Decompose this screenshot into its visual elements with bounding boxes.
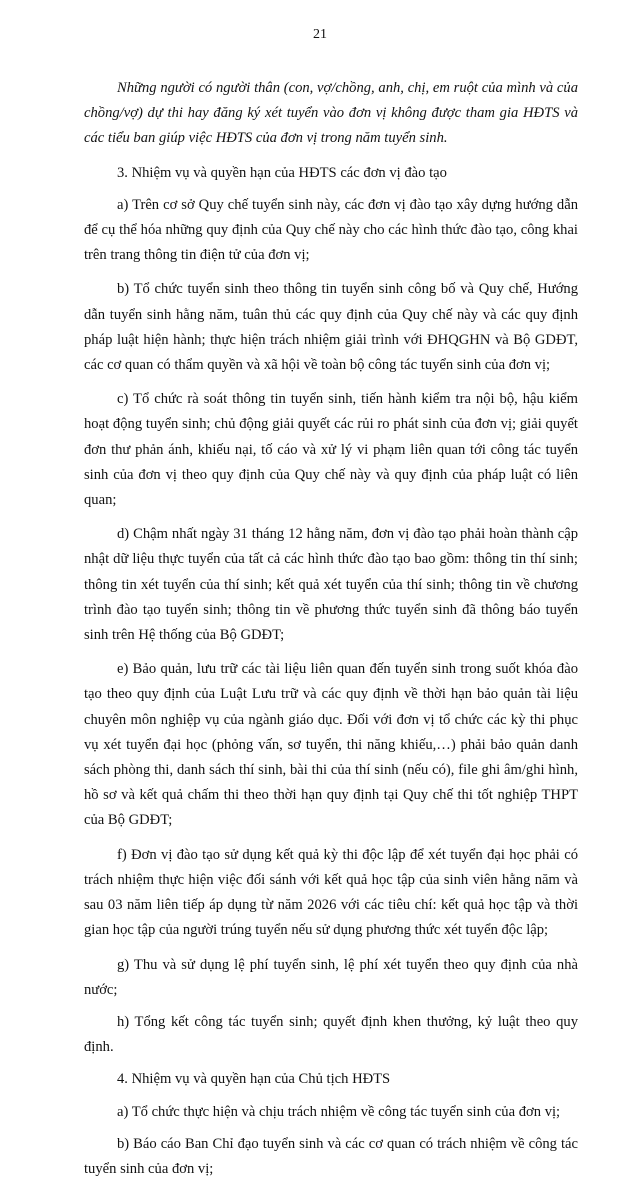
section-heading-4: 4. Nhiệm vụ và quyền hạn của Chủ tịch HĐTS <box>117 1071 391 1088</box>
list-item-3d: d) Chậm nhất ngày 31 tháng 12 hằng năm, đơn vị đào tạo phải hoàn thành cập nhật dữ liệu thực tuyển của tất cả các hình thức đào tạo bao gồm: thông tin thí sinh; thông tin xét tuyển của thí sinh; kết quả xét tuyển của thí sinh; thông tin về chương trình đào tạo tuyển sinh; thông tin về phương thức tuyển sinh đã thông báo tuyển sinh trên Hệ thống của Bộ GDĐT; <box>84 526 578 644</box>
list-item-3h: h) Tổng kết công tác tuyển sinh; quyết định khen thưởng, kỷ luật theo quy định. <box>84 1013 578 1056</box>
list-item-3g: g) Thu và sử dụng lệ phí tuyển sinh, lệ phí xét tuyển theo quy định của nhà nước; <box>84 956 578 998</box>
page-number: 21 <box>313 27 327 42</box>
list-item-3b: b) Tổ chức tuyển sinh theo thông tin tuyển sinh công bố và Quy chế, Hướng dẫn tuyển sinh hằng năm, tuân thủ các quy định của Quy chế này và các quy định pháp luật hiện hành; thực hiện trách nhiệm giải trình với ĐHQGHN và Bộ GDĐT, các cơ quan có thẩm quyền và xã hội về toàn bộ công tác tuyển sinh của đơn vị; <box>84 281 578 374</box>
list-item-4a: a) Tổ chức thực hiện và chịu trách nhiệm về công tác tuyển sinh của đơn vị; <box>117 1103 561 1120</box>
list-item-3c: c) Tổ chức rà soát thông tin tuyển sinh, tiến hành kiểm tra nội bộ, hậu kiểm hoạt động tuyển sinh; chủ động giải quyết các rủi ro phát sinh của đơn vị; giải quyết đơn thư phản ánh, khiếu nại, tố cáo và xử lý vi phạm liên quan tới công tác tuyển sinh của đơn vị theo quy định của Quy chế này và quy định của pháp luật có liên quan; <box>84 391 578 509</box>
list-item-4b: b) Báo cáo Ban Chỉ đạo tuyển sinh và các cơ quan có trách nhiệm về công tác tuyển sinh của đơn vị; <box>84 1135 578 1177</box>
document-body <box>84 76 578 1191</box>
list-item-3e: e) Bảo quản, lưu trữ các tài liệu liên quan đến tuyển sinh trong suốt khóa đào tạo theo quy định của Luật Lưu trữ và các quy định về thời hạn bảo quản tài liệu chuyên môn nghiệp vụ của ngành giáo dục. Đối với đơn vị tổ chức các kỳ thi phục vụ xét tuyển đại học (phỏng vấn, sơ tuyển, thi năng khiếu,…) phải bảo quản danh sách phòng thi, danh sách thí sinh, bài thi của thí sinh (nếu có), file ghi âm/ghi hình, hồ sơ và kết quả chấm thi theo thời hạn quy định tại Quy chế thi tốt nghiệp THPT của Bộ GDĐT; <box>84 661 578 829</box>
section-heading-3: 3. Nhiệm vụ và quyền hạn của HĐTS các đơn vị đào tạo <box>117 164 447 181</box>
paragraph-conflict-of-interest: Những người có người thân (con, vợ/chồng, anh, chị, em ruột của mình và của chồng/vợ) dự thi hay đăng ký xét tuyển vào đơn vị không được tham gia HĐTS và các tiểu ban giúp việc HĐTS của đơn vị trong năm tuyển sinh. <box>84 80 578 147</box>
list-item-3f: f) Đơn vị đào tạo sử dụng kết quả kỳ thi độc lập để xét tuyển đại học phải có trách nhiệm thực hiện việc đối sánh với kết quả học tập của sinh viên hằng năm và sau 03 năm liên tiếp áp dụng từ năm 2026 với các tiêu chí: kết quả học tập và thời gian học tập của người trúng tuyển nếu sử dụng phương thức xét tuyển độc lập; <box>84 846 578 939</box>
list-item-3a: a) Trên cơ sở Quy chế tuyển sinh này, các đơn vị đào tạo xây dựng hướng dẫn để cụ thể hóa những quy định của Quy chế này cho các hình thức đào tạo, công khai trên trang thông tin điện tử của đơn vị; <box>84 196 578 264</box>
